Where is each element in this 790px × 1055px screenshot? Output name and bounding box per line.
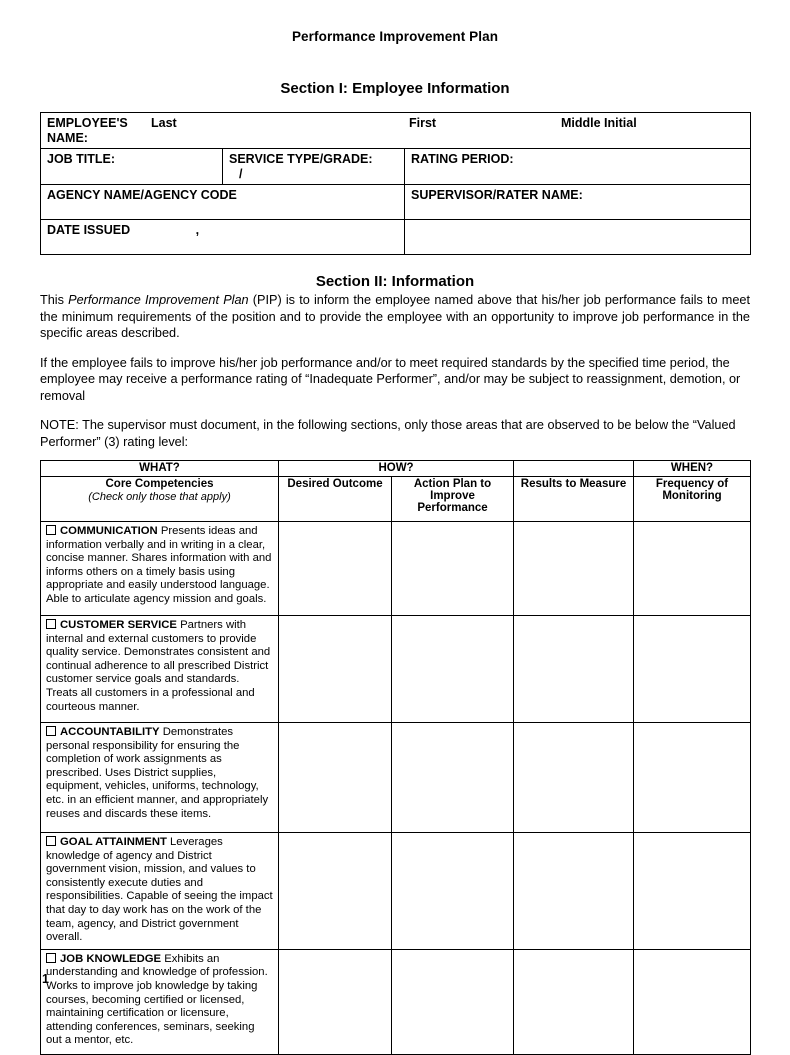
- table-row-date-issued: [41, 220, 751, 255]
- frequency-of-monitoring-input-cell[interactable]: [634, 833, 751, 950]
- employee-name-label-line2: NAME:: [47, 131, 88, 145]
- header-what: WHAT?: [41, 461, 279, 477]
- agency-name-code-cell[interactable]: [41, 185, 405, 220]
- table-row: [41, 723, 751, 833]
- competency-description: Presents ideas and information verbally and in writing in a clear, concise manner. Shares information with and informs others on a timely basis using appropriate and easily understood language. Able to articulate agency mission and goals.: [46, 525, 272, 605]
- competency-description: Leverages knowledge of agency and District government vision, mission, and values to consistently execute duties and responsibilities. Capable of seeing the impact that day to day work has on the work of the team, agency, and District government overall.: [46, 836, 273, 944]
- service-type-grade-label: SERVICE TYPE/GRADE:: [229, 152, 373, 166]
- table-header-sub-row: [41, 477, 751, 522]
- supervisor-rater-name-label: SUPERVISOR/RATER NAME:: [411, 188, 583, 202]
- header-core-competencies-note: (Check only those that apply): [88, 491, 231, 503]
- results-to-measure-input-cell[interactable]: [514, 949, 634, 1054]
- section-ii-paragraph-2: If the employee fails to improve his/her job performance and/or to meet required standards by the specified time period, the employee may receive a performance rating of “Inadequate Performer”, and/or may be subject to reassignment, demotion, or removal: [40, 355, 741, 403]
- desired-outcome-input-cell[interactable]: [279, 723, 392, 833]
- employee-name-label: EMPLOYEE'S: [47, 116, 128, 130]
- competency-description-cell: [41, 723, 279, 833]
- section-ii-paragraph-1: [40, 292, 750, 342]
- header-action-plan: Action Plan to Improve Performance: [392, 477, 514, 522]
- job-title-label: JOB TITLE:: [47, 152, 116, 166]
- date-issued-cell[interactable]: [41, 220, 405, 255]
- desired-outcome-input-cell[interactable]: [279, 949, 392, 1054]
- header-results-to-measure: Results to Measure: [514, 477, 634, 522]
- action-plan-input-cell[interactable]: [392, 833, 514, 950]
- table-row: [41, 833, 751, 950]
- header-core-competencies-label: Core Competencies: [105, 478, 214, 490]
- header-frequency-of-monitoring: Frequency of Monitoring: [634, 477, 751, 522]
- competency-description: Demonstrates personal responsibility for ensuring the completion of work assignments as prescribed. Uses District supplies, equipment, vehicles, uniforms, technology, etc. in an efficient manner, and appropriately reuses and discards these items.: [46, 726, 269, 820]
- competency-description-cell: [41, 949, 279, 1054]
- results-to-measure-input-cell[interactable]: [514, 723, 634, 833]
- table-row-agency: [41, 185, 751, 220]
- employee-name-cell[interactable]: [41, 113, 751, 149]
- rating-period-label: RATING PERIOD:: [411, 152, 514, 166]
- table-row: [41, 522, 751, 616]
- agency-name-code-label: AGENCY NAME/AGENCY CODE: [47, 188, 237, 202]
- table-row-employee-name: [41, 113, 751, 149]
- table-row: [41, 616, 751, 723]
- competency-name: COMMUNICATION: [60, 525, 158, 537]
- checkbox-icon[interactable]: [46, 726, 56, 736]
- competency-description-cell: [41, 833, 279, 950]
- results-to-measure-input-cell[interactable]: [514, 616, 634, 723]
- competency-description-cell: [41, 616, 279, 723]
- service-type-grade-cell[interactable]: [223, 149, 405, 185]
- table-row: [41, 949, 751, 1054]
- competency-name: CUSTOMER SERVICE: [60, 619, 177, 631]
- first-name-label: First: [409, 116, 437, 130]
- competency-name: ACCOUNTABILITY: [60, 726, 160, 738]
- date-issued-blank-cell[interactable]: [405, 220, 751, 255]
- action-plan-input-cell[interactable]: [392, 616, 514, 723]
- core-competencies-table: [40, 460, 751, 1055]
- pip-italic-phrase: Performance Improvement Plan: [68, 293, 249, 307]
- last-name-label: Last: [151, 116, 177, 130]
- checkbox-icon[interactable]: [46, 525, 56, 535]
- supervisor-rater-name-cell[interactable]: [405, 185, 751, 220]
- paragraph-1-lead: This: [40, 293, 69, 307]
- results-to-measure-input-cell[interactable]: [514, 833, 634, 950]
- table-header-top-row: [41, 461, 751, 477]
- checkbox-icon[interactable]: [46, 619, 56, 629]
- employee-information-table: [40, 112, 751, 255]
- date-issued-label: DATE ISSUED: [47, 223, 131, 237]
- frequency-of-monitoring-input-cell[interactable]: [634, 522, 751, 616]
- checkbox-icon[interactable]: [46, 836, 56, 846]
- results-to-measure-input-cell[interactable]: [514, 522, 634, 616]
- action-plan-input-cell[interactable]: [392, 723, 514, 833]
- frequency-of-monitoring-input-cell[interactable]: [634, 723, 751, 833]
- competency-name: JOB KNOWLEDGE: [60, 952, 162, 965]
- desired-outcome-input-cell[interactable]: [279, 522, 392, 616]
- job-title-cell[interactable]: [41, 149, 223, 185]
- header-when: WHEN?: [634, 461, 751, 477]
- page-number: 1: [42, 972, 49, 986]
- rating-period-cell[interactable]: [405, 149, 751, 185]
- action-plan-input-cell[interactable]: [392, 522, 514, 616]
- service-type-grade-slash: /: [239, 167, 243, 181]
- page-title: Performance Improvement Plan: [291, 29, 499, 44]
- section-ii-heading: Section II: Information: [315, 273, 475, 290]
- table-row-job-title: [41, 149, 751, 185]
- desired-outcome-input-cell[interactable]: [279, 833, 392, 950]
- frequency-of-monitoring-input-cell[interactable]: [634, 616, 751, 723]
- paragraph-1-rest: (PIP) is to inform the employee named above that his/her job performance fails to meet the minimum requirements of the position and to provide the employee with an opportunity to improve job performance in the specific areas described.: [40, 293, 750, 340]
- header-core-competencies: [41, 477, 279, 522]
- header-desired-outcome: Desired Outcome: [279, 477, 392, 522]
- section-i-heading: Section I: Employee Information: [280, 80, 510, 97]
- desired-outcome-input-cell[interactable]: [279, 616, 392, 723]
- competency-description: Partners with internal and external customers to provide quality service. Demonstrates consistent and continual adherence to all prescribed District customer service goals and standards. Treats all customers in a professional and courteous manner.: [46, 619, 271, 713]
- frequency-of-monitoring-input-cell[interactable]: [634, 949, 751, 1054]
- competency-description-cell: [41, 522, 279, 616]
- competency-description: Exhibits an understanding and knowledge of profession. Works to improve job knowledge by taking courses, becoming certified or licensed, maintaining certification or licensure, attending conferences, seminars, seeking out a mentor, etc.: [46, 952, 268, 1047]
- section-ii-note: NOTE: The supervisor must document, in the following sections, only those areas that are observed to be below the “Valued Performer” (3) rating level:: [40, 418, 736, 449]
- date-issued-comma: ,: [195, 223, 200, 237]
- competency-name: GOAL ATTAINMENT: [60, 836, 167, 848]
- action-plan-input-cell[interactable]: [392, 949, 514, 1054]
- middle-initial-label: Middle Initial: [561, 116, 637, 130]
- header-how: HOW?: [279, 461, 514, 477]
- checkbox-icon[interactable]: [46, 953, 56, 963]
- header-blank: [514, 461, 634, 477]
